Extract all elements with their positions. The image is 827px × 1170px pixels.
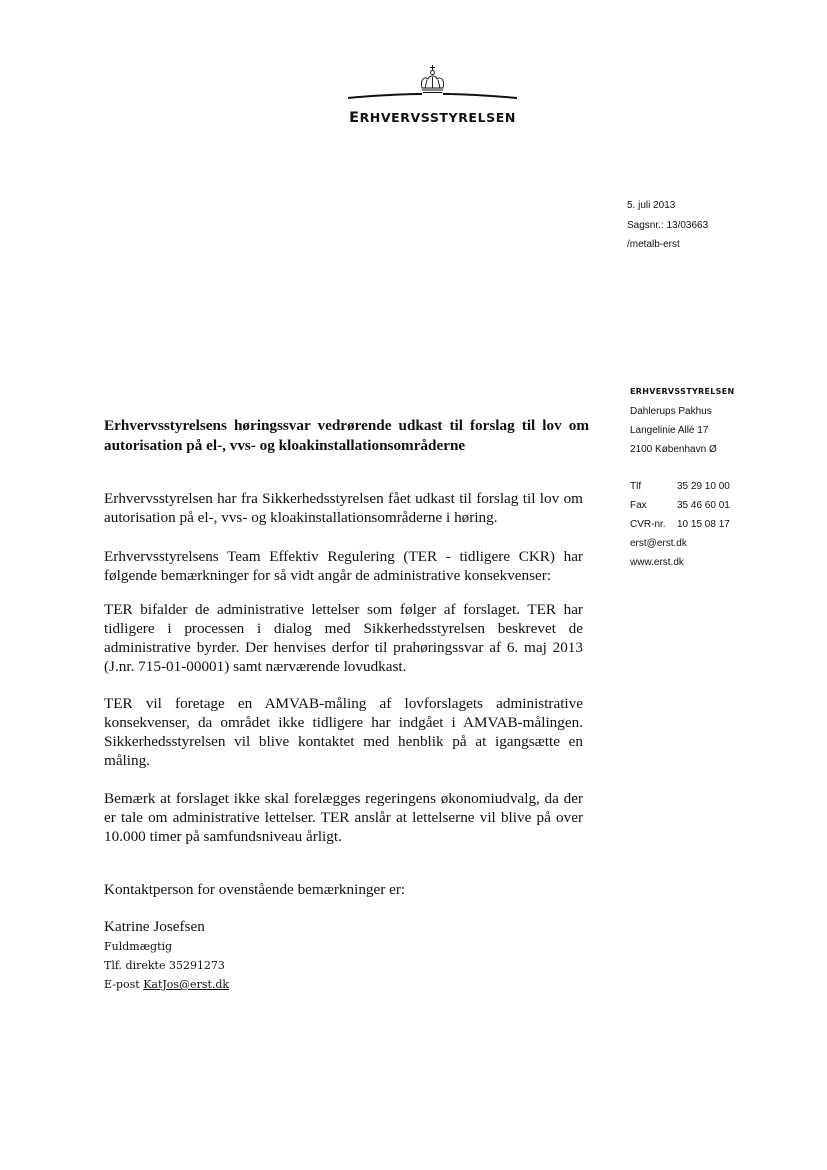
reference: /metalb-erst <box>627 239 680 250</box>
address-line: Langelinie Allé 17 <box>630 425 709 436</box>
sidebar-address <box>630 402 717 459</box>
letter-paragraph: Kontaktperson for ovenstående bemærkninger er: <box>104 881 406 898</box>
letter-meta <box>627 196 708 255</box>
contact-person-phone: Tlf. direkte 35291273 <box>104 959 225 972</box>
crown-icon <box>340 64 525 110</box>
contact-row-fax <box>630 496 730 515</box>
sidebar-web-link[interactable]: www.erst.dk <box>630 557 684 568</box>
letter-date: 5. juli 2013 <box>627 200 676 211</box>
letter-paragraph: Bemærk at forslaget ikke skal forelægges regeringens økonomiudvalg, da der er tale om administrative lettelser. TER anslår at lettelserne vil blive på over 10.000 timer på samfundsniveau årligt. <box>104 790 583 845</box>
org-logo <box>340 64 525 134</box>
contact-label: Fax <box>630 500 647 511</box>
contact-row-phone <box>630 477 730 496</box>
contact-person-email-row <box>104 975 229 994</box>
contact-row-cvr <box>630 515 730 534</box>
contact-person-details <box>104 937 229 994</box>
sidebar-email-link[interactable]: erst@erst.dk <box>630 538 687 549</box>
contact-person-title: Fuldmægtig <box>104 940 173 953</box>
contact-person-email-link[interactable]: KatJos@erst.dk <box>143 978 230 991</box>
contact-label: CVR-nr. <box>630 519 666 530</box>
letter-heading: Erhvervsstyrelsens høringssvar vedrørende udkast til forslag til lov om autorisation på el-, vvs- og kloakinstallationsområderne <box>104 417 589 454</box>
sidebar-contact <box>630 477 730 572</box>
letter-paragraph: TER vil foretage en AMVAB-måling af lovforslagets administrative konsekvenser, da området ikke tidligere har indgået i AMVAB-målingen. Sikkerhedsstyrelsen vil blive kontaktet med henblik på at igangsætte en måling. <box>104 695 583 769</box>
sidebar-org-name: ERHVERVSSTYRELSEN <box>630 387 735 396</box>
address-line: 2100 København Ø <box>630 444 717 455</box>
address-line: Dahlerups Pakhus <box>630 406 712 417</box>
email-label: E-post <box>104 978 140 991</box>
contact-value: 10 15 08 17 <box>677 519 730 530</box>
contact-person-name: Katrine Josefsen <box>104 918 205 935</box>
org-logo-text: ERHVERVSSTYRELSEN <box>349 110 516 126</box>
letter-paragraph: Erhvervsstyrelsens Team Effektiv Regulering (TER - tidligere CKR) har følgende bemærkninger for så vidt angår de administrative konsekvenser: <box>104 548 583 584</box>
contact-value: 35 29 10 00 <box>677 481 730 492</box>
letter-paragraph: Erhvervsstyrelsen har fra Sikkerhedsstyrelsen fået udkast til forslag til lov om autorisation på el-, vvs- og kloakinstallationsområderne i høring. <box>104 490 583 526</box>
case-number: Sagsnr.: 13/03663 <box>627 219 709 231</box>
contact-value: 35 46 60 01 <box>677 500 730 511</box>
letter-paragraph: TER bifalder de administrative lettelser som følger af forslaget. TER har tidligere i processen i dialog med Sikkerhedsstyrelsen beskrevet de administrative byrder. Der henvises derfor til prahøringssvar af 6. maj 2013 (J.nr. 715-01-00001) samt nærværende lovudkast. <box>104 601 583 675</box>
contact-label: Tlf <box>630 481 642 492</box>
